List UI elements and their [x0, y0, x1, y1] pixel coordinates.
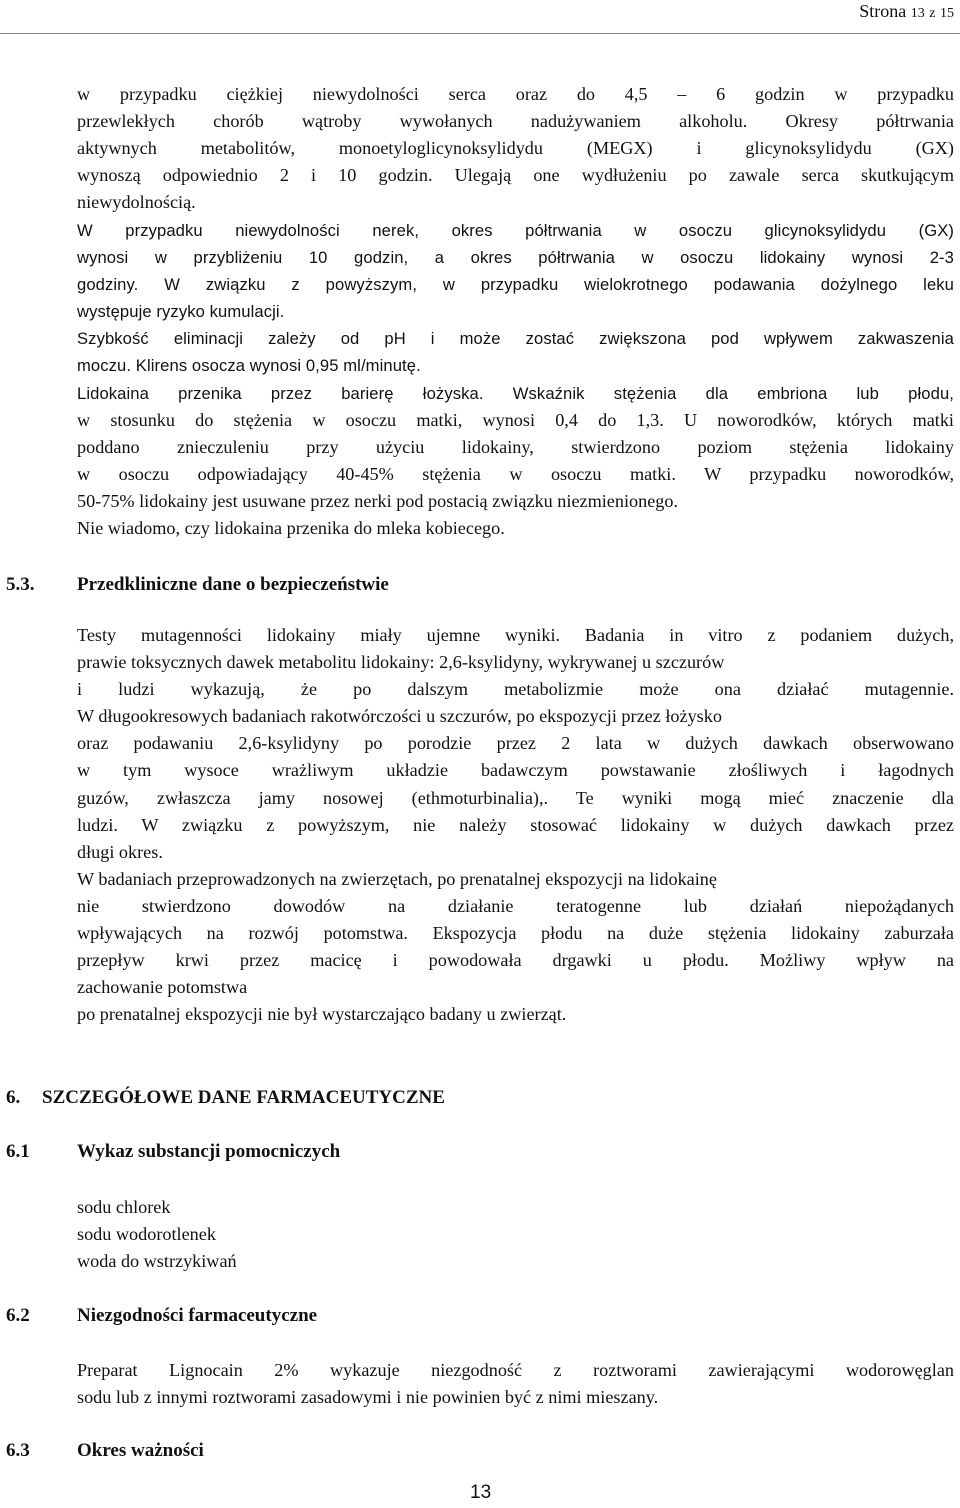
- paragraph-clearance: [77, 325, 954, 379]
- text-line: przepływ krwi przez macicę i powodowała drgawki u płodu. Możliwy wpływ na: [77, 950, 954, 971]
- text-line: przewlekłych chorób wątroby wywołanych nadużywaniem alkoholu. Okresy półtrwania: [77, 111, 954, 132]
- text-line: Preparat Lignocain 2% wykazuje niezgodność z roztworami zawierającymi wodorowęglan: [77, 1360, 954, 1380]
- section-number: 6.: [6, 1087, 21, 1108]
- text-line: wynosi w przybliżeniu 10 godzin, a okres półtrwania w osoczu lidokainy wynosi 2-3: [77, 248, 954, 268]
- section-number: 6.1: [6, 1141, 30, 1162]
- section-number: 5.3.: [6, 574, 35, 595]
- paragraph-placenta: [77, 380, 954, 543]
- text-line: zachowanie potomstwa: [77, 977, 248, 998]
- text-line: ludzi. W związku z powyższym, nie należy stosować lidokainy w dużych dawkach przez: [77, 814, 954, 835]
- text-line: W badaniach przeprowadzonych na zwierzętach, po prenatalnej ekspozycji na lidokainę: [77, 868, 717, 889]
- text-line: 50-75% lidokainy jest usuwane przez nerki pod postacią związku niezmienionego.: [77, 491, 679, 512]
- text-line: sodu lub z innymi roztworami zasadowymi i nie powinien być z nimi mieszany.: [77, 1387, 659, 1408]
- paragraph-elimination: [77, 81, 954, 216]
- text-line: oraz podawaniu 2,6-ksylidyny po porodzie przez 2 lata w dużych dawkach obserwowano: [77, 733, 954, 754]
- text-line: po prenatalnej ekspozycji nie był wystarczająco badany u zwierząt.: [77, 1004, 567, 1025]
- paragraph-renal: [77, 217, 954, 325]
- text-line: aktywnych metabolitów, monoetyloglicynoksylidydu (MEGX) i glicynoksylidydu (GX): [77, 138, 954, 159]
- section-number: 6.2: [6, 1305, 30, 1326]
- section-heading: Przedkliniczne dane o bezpieczeństwie: [77, 574, 389, 595]
- section-heading: Wykaz substancji pomocniczych: [77, 1141, 341, 1162]
- page-current: 13: [910, 6, 925, 21]
- text-line: godziny. W związku z powyższym, w przypadku wielokrotnego podawania dożylnego leku: [77, 275, 954, 295]
- text-line: w osoczu odpowiadający 40-45% stężenia w osoczu matki. W przypadku noworodków,: [77, 464, 954, 485]
- paragraph-preclinical: [77, 622, 954, 1028]
- text-line: długi okres.: [77, 841, 163, 862]
- text-line: Lidokaina przenika przez barierę łożyska. Wskaźnik stężenia dla embriona lub płodu,: [77, 384, 954, 403]
- text-line: w stosunku do stężenia w osoczu matki, wynosi 0,4 do 1,3. U noworodków, których matki: [77, 410, 954, 431]
- page-label: Strona: [859, 1, 907, 21]
- text-line: W długookresowych badaniach rakotwórczości u szczurów, po ekspozycji przez łożysko: [77, 706, 722, 727]
- text-line: W przypadku niewydolności nerek, okres półtrwania w osoczu glicynoksylidydu (GX): [77, 221, 954, 240]
- list-item: sodu chlorek: [77, 1197, 171, 1217]
- section-heading: Okres ważności: [77, 1440, 204, 1461]
- page-of: z: [929, 6, 936, 21]
- text-line: wpływających na rozwój potomstwa. Ekspozycja płodu na duże stężenia lidokainy zaburzała: [77, 923, 954, 944]
- section-heading: SZCZEGÓŁOWE DANE FARMACEUTYCZNE: [42, 1087, 445, 1108]
- list-item: sodu wodorotlenek: [77, 1224, 216, 1244]
- text-line: niewydolnością.: [77, 192, 196, 213]
- text-line: wynoszą odpowiednio 2 i 10 godzin. Ulegają one wydłużeniu po zawale serca skutkującym: [77, 165, 954, 186]
- text-line: prawie toksycznych dawek metabolitu lidokainy: 2,6-ksylidyny, wykrywanej u szczurów: [77, 652, 725, 673]
- section-heading: Niezgodności farmaceutyczne: [77, 1305, 318, 1326]
- page-header: [859, 0, 954, 25]
- text-line: moczu. Klirens osocza wynosi 0,95 ml/minutę.: [77, 356, 421, 376]
- text-line: w przypadku ciężkiej niewydolności serca oraz do 4,5 – 6 godzin w przypadku: [77, 84, 954, 104]
- page-total: 15: [940, 6, 954, 21]
- paragraph-incompatibilities: [77, 1357, 954, 1411]
- text-line: poddano znieczuleniu przy użyciu lidokainy, stwierdzono poziom stężenia lidokainy: [77, 437, 954, 458]
- text-line: Szybkość eliminacji zależy od pH i może zostać zwiększona pod wpływem zakwaszenia: [77, 329, 954, 348]
- text-line: Nie wiadomo, czy lidokaina przenika do mleka kobiecego.: [77, 518, 505, 539]
- text-line: w tym wysoce wrażliwym układzie badawczym powstawanie złośliwych i łagodnych: [77, 760, 954, 781]
- excipient-list: [77, 1194, 237, 1275]
- header-divider: [0, 33, 960, 34]
- text-line: występuje ryzyko kumulacji.: [77, 302, 285, 322]
- text-line: guzów, zwłaszcza jamy nosowej (ethmoturbinalia),. Te wyniki mogą mieć znaczenie dla: [77, 787, 954, 808]
- text-line: nie stwierdzono dowodów na działanie teratogenne lub działań niepożądanych: [77, 895, 954, 916]
- text-line: Testy mutagenności lidokainy miały ujemne wyniki. Badania in vitro z podaniem dużych,: [77, 625, 954, 645]
- list-item: woda do wstrzykiwań: [77, 1251, 237, 1271]
- section-number: 6.3: [6, 1440, 30, 1461]
- page-number: 13: [470, 1482, 492, 1503]
- text-line: i ludzi wykazują, że po dalszym metabolizmie może ona działać mutagennie.: [77, 679, 954, 700]
